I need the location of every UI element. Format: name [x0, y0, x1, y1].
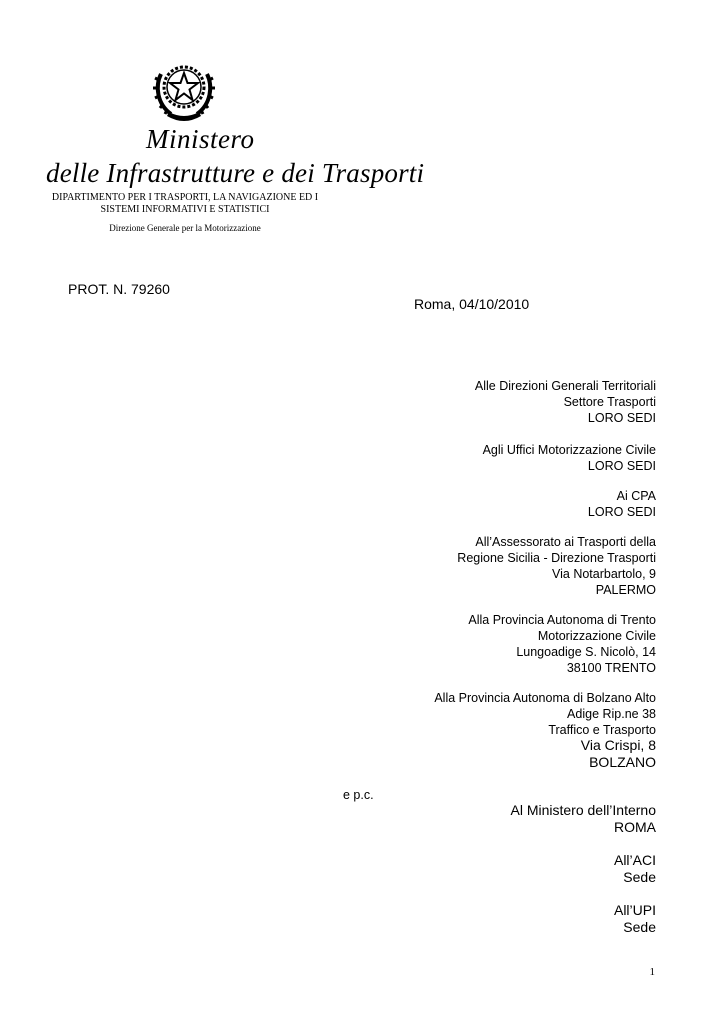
recipient-regione-sicilia: All’Assessorato ai Trasporti della Regione Sicilia - Direzione Trasporti Via Notarbartolo, 9 PALERMO: [457, 535, 656, 597]
department-line-1: DIPARTIMENTO PER I TRASPORTI, LA NAVIGAZIONE ED I: [51, 192, 319, 203]
recipient-bolzano-address: Via Crispi, 8 BOLZANO: [580, 737, 656, 770]
letter-date: Roma, 04/10/2010: [414, 296, 530, 312]
recipient-cpa: Ai CPA LORO SEDI: [587, 489, 656, 519]
cc-label: e p.c.: [343, 788, 374, 802]
department-line-2: SISTEMI INFORMATIVI E STATISTICI: [100, 204, 270, 215]
recipient-provincia-trento: Alla Provincia Autonoma di Trento Motorizzazione Civile Lungoadige S. Nicolò, 14 38100 TRENTO: [468, 613, 656, 675]
recipient-uffici-motorizzazione: Agli Uffici Motorizzazione Civile LORO SEDI: [482, 443, 656, 473]
ministry-subtitle: delle Infrastrutture e dei Trasporti: [46, 158, 425, 188]
recipient-provincia-bolzano: Alla Provincia Autonoma di Bolzano Alto Adige Rip.ne 38 Traffico e Trasporto: [434, 691, 656, 737]
recipient-direzioni-generali: Alle Direzioni Generali Territoriali Settore Trasporti LORO SEDI: [474, 379, 656, 425]
protocol-number: PROT. N. 79260: [68, 281, 170, 297]
page-number: 1: [649, 966, 655, 978]
cc-aci: All’ACI Sede: [613, 852, 656, 885]
cc-upi: All’UPI Sede: [613, 902, 656, 935]
directorate-line: Direzione Generale per la Motorizzazione: [109, 223, 261, 233]
republic-emblem-icon: [153, 56, 215, 126]
cc-ministero-interno: Al Ministero dell’Interno ROMA: [510, 802, 656, 835]
ministry-title: Ministero: [146, 124, 255, 154]
